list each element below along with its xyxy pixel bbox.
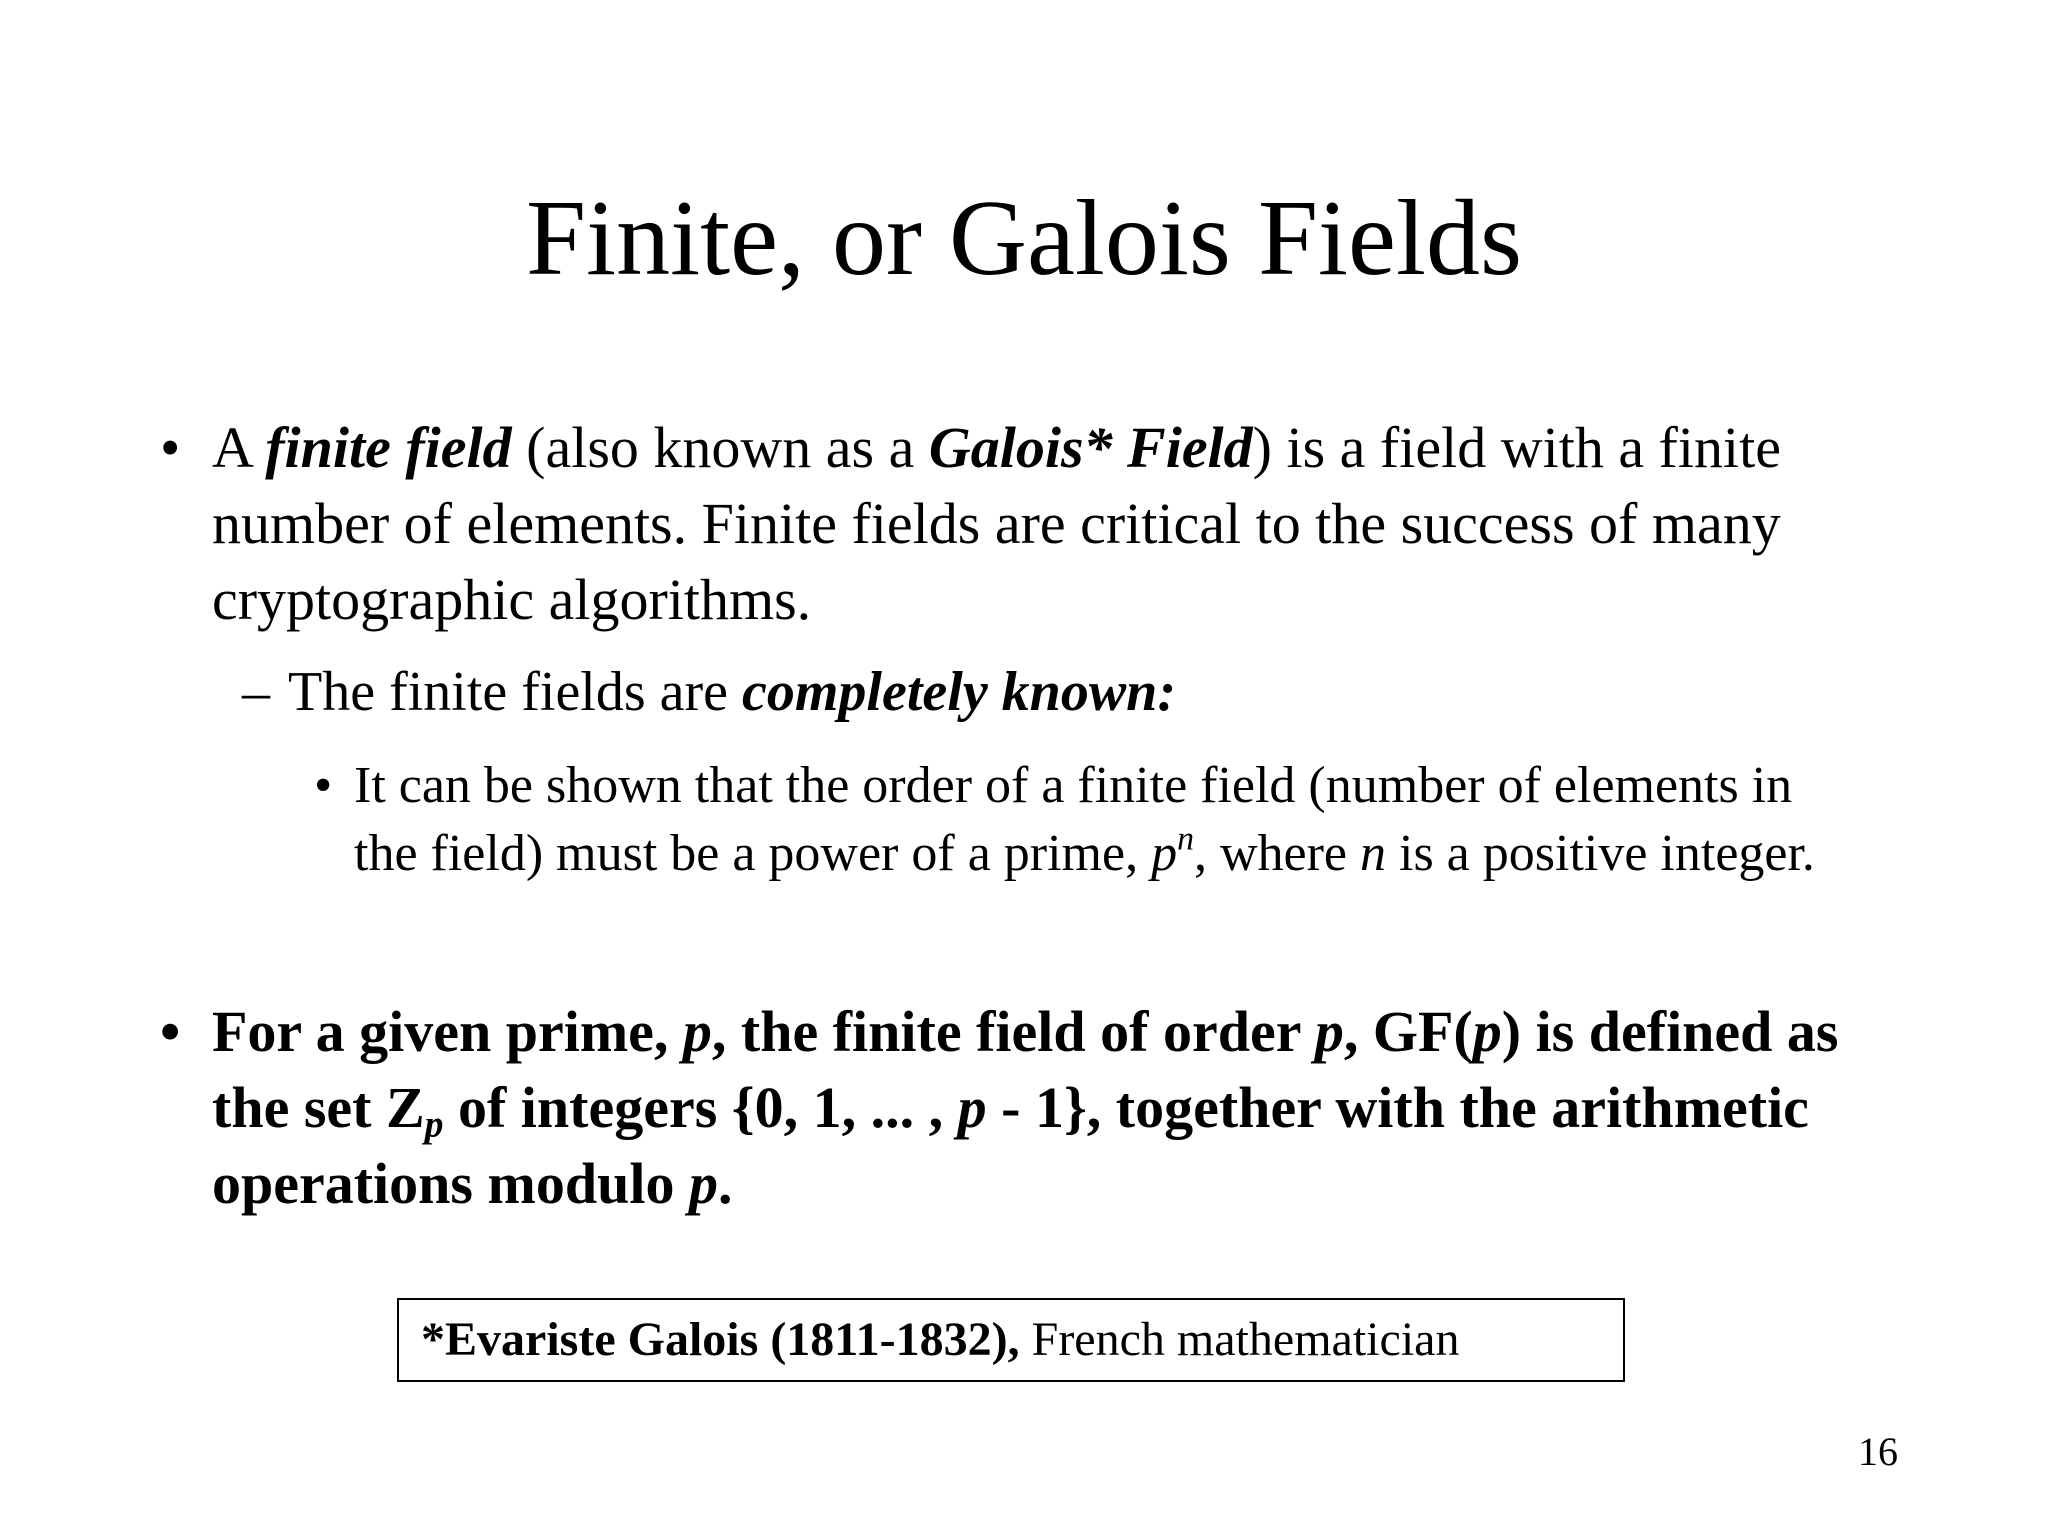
text-finite-fields-are: The finite fields are [288,661,743,723]
text-given-prime: For a given prime, [212,999,683,1064]
dash-marker: – [242,661,270,723]
text-positive-integer: is a positive integer. [1386,825,1815,882]
text-also-known: (also known as a [511,415,929,480]
sub-bullet-order-of-field [314,752,1854,888]
slide-title: Finite, or Galois Fields [526,179,1522,298]
footnote-box [397,1298,1625,1382]
var-p-subscript: p [424,1103,444,1146]
var-p: p [688,1151,718,1216]
bullet-marker: • [160,415,181,480]
bullet-finite-field-definition [160,410,1852,638]
footnote-description: French mathematician [1019,1313,1460,1366]
term-finite-field: finite field [265,415,512,480]
text-field-of-order: , the finite field of order [711,999,1315,1064]
bullet-gf-p-definition [160,994,1852,1222]
var-p: p [957,1075,987,1140]
text-defined-as-set: ) is defined as the set Z [212,999,1839,1140]
text-of-integers: of integers {0, 1, ... , [443,1075,958,1140]
var-n-superscript: n [1177,820,1194,858]
text-gf-open: , GF( [1343,999,1473,1064]
emphasis-completely-known: completely known: [742,661,1176,723]
text-where: , where [1193,825,1360,882]
text-order-statement: It can be shown that the order of a finite field (number of elements in the field) must be a power of a prime, [354,757,1793,882]
text-a: A [212,415,266,480]
page-number: 16 [1858,1429,1898,1474]
term-galois-field: Galois* Field [928,415,1253,480]
sub-bullet-marker: • [314,757,333,814]
dash-item-completely-known [242,656,1888,728]
text-period: . [717,1151,733,1216]
text-arithmetic-modulo: - 1}, together with the arithmetic operations modulo [212,1075,1809,1216]
var-p: p [1314,999,1344,1064]
var-p: p [682,999,712,1064]
footnote-name: *Evariste Galois (1811-1832), [421,1313,1020,1366]
bullet-marker: • [160,999,181,1064]
text-field-definition: ) is a field with a finite number of elements. Finite fields are critical to the success of many cryptographic algorithms. [212,415,1781,632]
var-p: p [1151,825,1178,882]
var-p: p [1472,999,1502,1064]
var-n: n [1360,825,1386,882]
